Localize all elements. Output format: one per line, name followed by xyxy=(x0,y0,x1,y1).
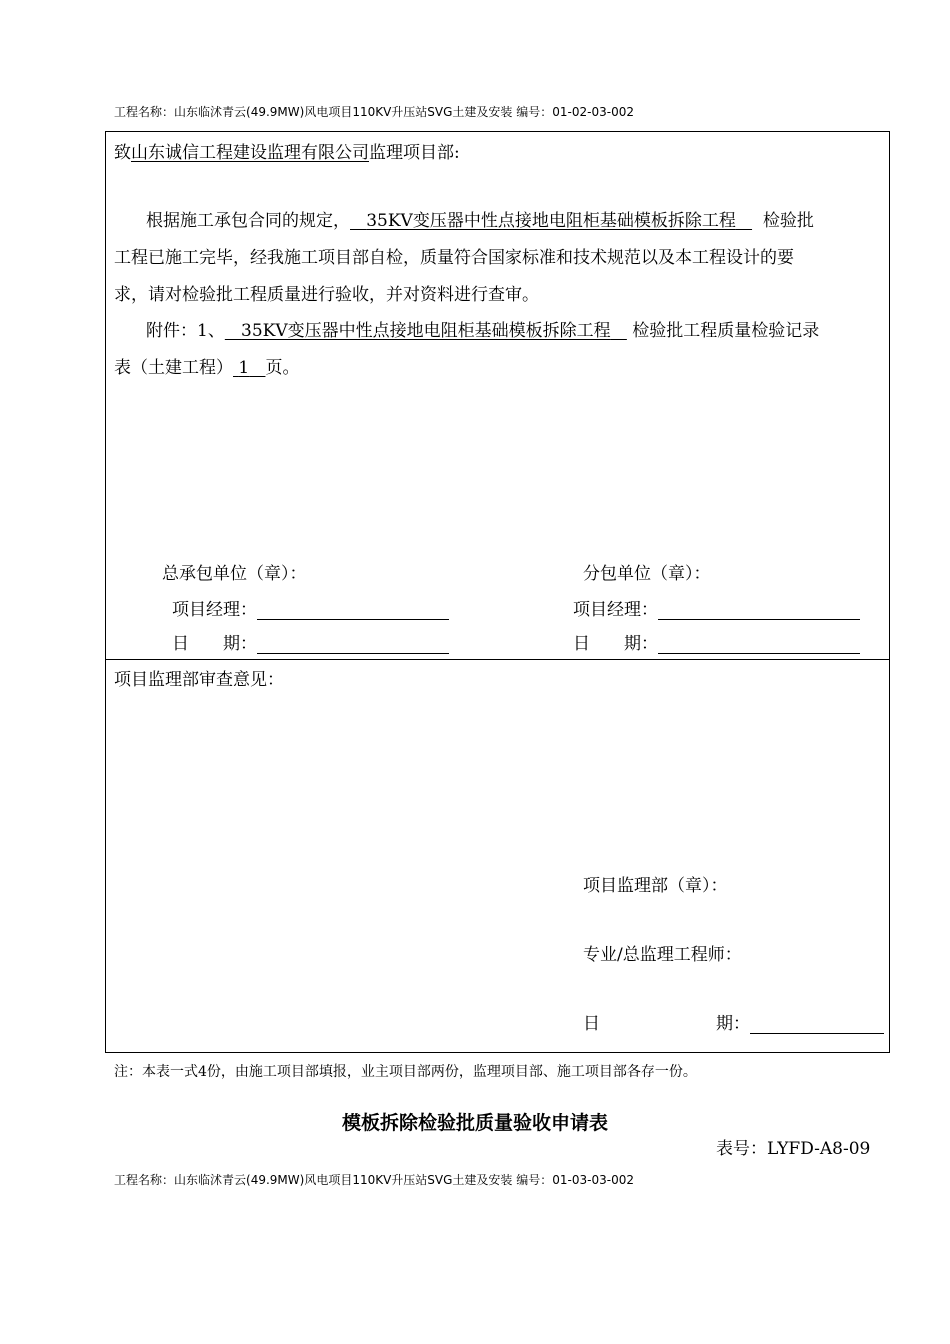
work-item: 35KV变压器中性点接地电阻柜基础模板拆除工程 xyxy=(366,211,736,231)
attachment-line-2: 表（土建工程） 1 页。 xyxy=(114,358,300,378)
project-label: 工程名称： xyxy=(114,105,175,119)
gc-date-blank xyxy=(257,635,449,654)
gc-project-manager: 项目经理： xyxy=(172,595,449,620)
project-name: 山东临沭青云(49.9MW)风电项目110KV升压站SVG土建及安装 xyxy=(174,1173,513,1187)
attachment-item: 35KV变压器中性点接地电阻柜基础模板拆除工程 xyxy=(241,321,611,341)
paragraph-line-3: 求，请对检验批工程质量进行验收，并对资料进行查审。 xyxy=(114,285,539,305)
gc-manager-blank xyxy=(257,601,449,620)
project-name: 山东临沭青云(49.9MW)风电项目110KV升压站SVG土建及安装 xyxy=(174,105,513,119)
project-header xyxy=(114,103,634,120)
document-number: 01-02-03-002 xyxy=(552,105,634,119)
section-divider xyxy=(106,659,889,660)
paragraph-line-2: 工程已施工完毕，经我施工项目部自检，质量符合国家标准和技术规范以及本工程设计的要 xyxy=(114,248,794,268)
engineer-signature: 专业/总监理工程师： xyxy=(583,945,742,965)
review-date-left: 日 xyxy=(583,1014,600,1034)
review-date: 期： xyxy=(716,1009,884,1034)
subcontractor-seal: 分包单位（章）： xyxy=(583,564,711,584)
attachment-line-1: 附件：1、 35KV变压器中性点接地电阻柜基础模板拆除工程 检验批工程质量检验记录 xyxy=(146,321,820,341)
project-label: 工程名称： xyxy=(114,1173,175,1187)
application-form-box xyxy=(105,131,890,1053)
salutation: 致山东诚信工程建设监理有限公司监理项目部: xyxy=(114,143,460,163)
supervisor-company: 山东诚信工程建设监理有限公司 xyxy=(131,143,369,163)
paragraph-line-1: 根据施工承包合同的规定， 35KV变压器中性点接地电阻柜基础模板拆除工程 检验批 xyxy=(146,211,814,231)
supervision-seal: 项目监理部（章）： xyxy=(583,876,728,896)
number-label: 编号： xyxy=(516,105,553,119)
general-contractor-seal: 总承包单位（章）： xyxy=(162,564,307,584)
sub-project-manager: 项目经理： xyxy=(573,595,860,620)
number-label: 编号： xyxy=(516,1173,553,1187)
review-opinion-label: 项目监理部审查意见： xyxy=(114,670,284,690)
form-number: 表号：LYFD-A8-09 xyxy=(716,1139,871,1159)
project-header-2 xyxy=(114,1171,634,1188)
form-note: 注：本表一式4份，由施工项目部填报，业主项目部两份，监理项目部、施工项目部各存一份。 xyxy=(114,1064,697,1080)
document-number: 01-03-03-002 xyxy=(552,1173,634,1187)
form-title: 模板拆除检验批质量验收申请表 xyxy=(341,1112,608,1134)
review-date-blank xyxy=(750,1015,884,1034)
sub-manager-blank xyxy=(658,601,860,620)
attachment-pages: 1 xyxy=(238,358,250,378)
sub-date-blank xyxy=(658,635,860,654)
gc-date: 日 期： xyxy=(172,629,449,654)
sub-date: 日 期： xyxy=(573,629,860,654)
